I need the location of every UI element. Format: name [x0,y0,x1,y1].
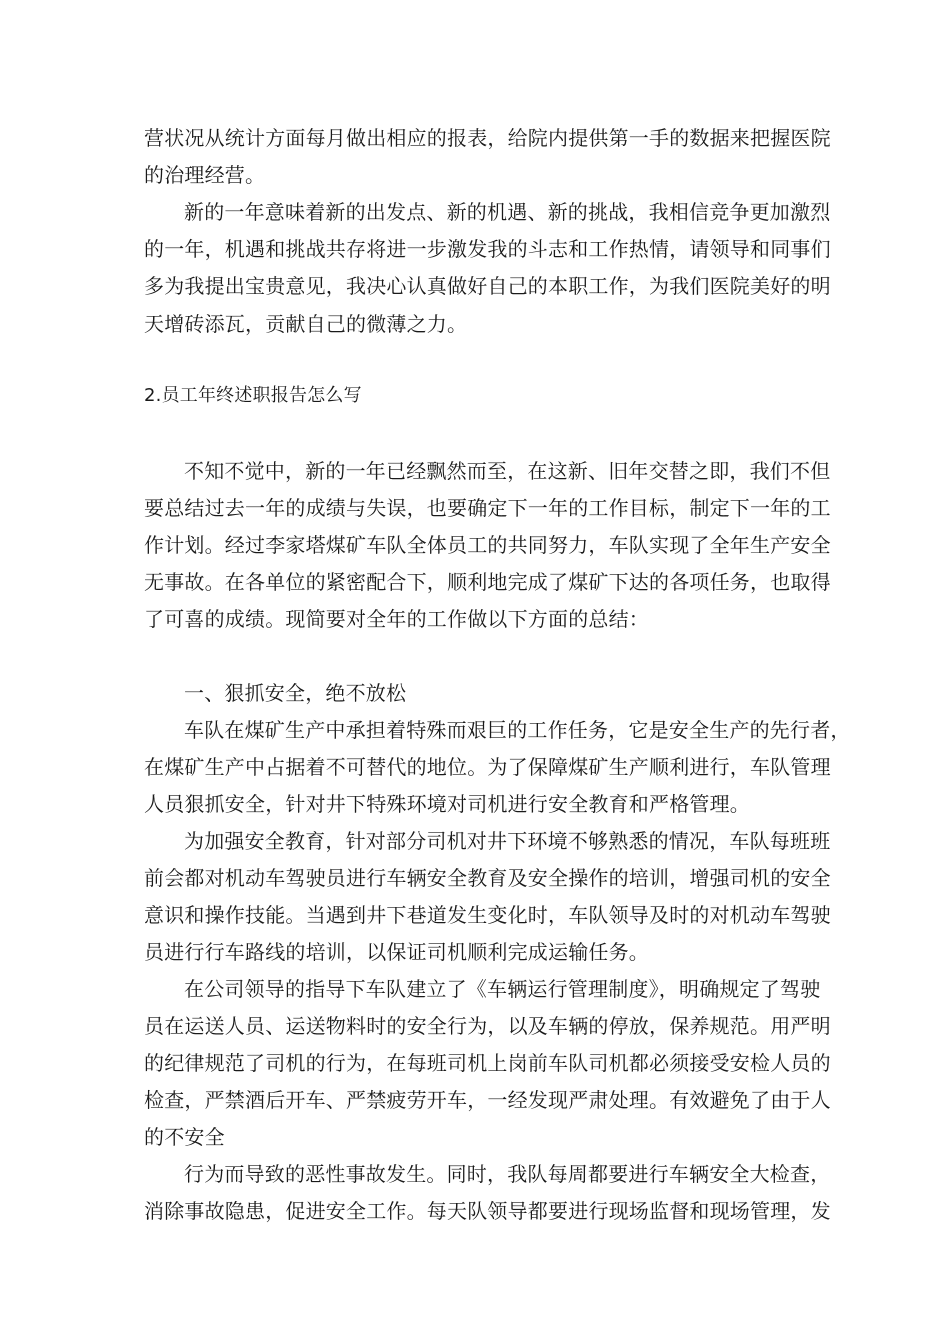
text-line: 检查，严禁酒后开车、严禁疲劳开车，一经发现严肃处理。有效避免了由于人 [144,1088,831,1112]
text-line: 消除事故隐患，促进安全工作。每天队领导都要进行现场监督和现场管理，发 [144,1199,831,1223]
text-line: 员在运送人员、运送物料时的安全行为，以及车辆的停放，保养规范。用严明 [144,1014,831,1038]
text-line: 前会都对机动车驾驶员进行车辆安全教育及安全操作的培训，增强司机的安全 [144,866,831,890]
text-line: 在公司领导的指导下车队建立了《车辆运行管理制度》，明确规定了驾驶 [184,977,821,1001]
text-line: 行为而导致的恶性事故发生。同时，我队每周都要进行车辆安全大检查， [184,1162,831,1186]
text-line: 新的一年意味着新的出发点、新的机遇、新的挑战，我相信竞争更加激烈 [184,200,831,224]
text-line: 在煤矿生产中占据着不可替代的地位。为了保障煤矿生产顺利进行，车队管理 [144,755,831,779]
text-line: 了可喜的成绩。现简要对全年的工作做以下方面的总结： [144,607,649,631]
text-line: 无事故。在各单位的紧密配合下，顺利地完成了煤矿下达的各项任务，也取得 [144,570,831,594]
text-line: 员进行行车路线的培训，以保证司机顺利完成运输任务。 [144,940,649,964]
text-line: 的不安全 [144,1125,225,1149]
text-line: 为加强安全教育，针对部分司机对井下环境不够熟悉的情况，车队每班班 [184,829,831,853]
text-line: 意识和操作技能。当遇到井下巷道发生变化时，车队领导及时的对机动车驾驶 [144,903,831,927]
text-line: 车队在煤矿生产中承担着特殊而艰巨的工作任务，它是安全生产的先行者， [184,718,851,742]
subheading: 一、狠抓安全，绝不放松 [184,681,407,705]
text-line: 的纪律规范了司机的行为，在每班司机上岗前车队司机都必须接受安检人员的 [144,1051,831,1075]
text-line: 的治理经营。 [144,163,266,187]
text-line: 天增砖添瓦，贡献自己的微薄之力。 [144,312,468,336]
text-line: 要总结过去一年的成绩与失误，也要确定下一年的工作目标，制定下一年的工 [144,496,831,520]
text-line: 作计划。经过李家塔煤矿车队全体员工的共同努力，车队实现了全年生产安全 [144,533,831,557]
text-line: 人员狠抓安全，针对井下特殊环境对司机进行安全教育和严格管理。 [144,792,750,816]
text-line: 多为我提出宝贵意见，我决心认真做好自己的本职工作，为我们医院美好的明 [144,274,831,298]
section-title: 2.员工年终述职报告怎么写 [144,385,362,406]
text-line: 营状况从统计方面每月做出相应的报表，给院内提供第一手的数据来把握医院 [144,126,831,150]
text-line: 不知不觉中，新的一年已经飘然而至，在这新、旧年交替之即，我们不但 [184,459,831,483]
text-line: 的一年，机遇和挑战共存将进一步激发我的斗志和工作热情，请领导和同事们 [144,237,831,261]
